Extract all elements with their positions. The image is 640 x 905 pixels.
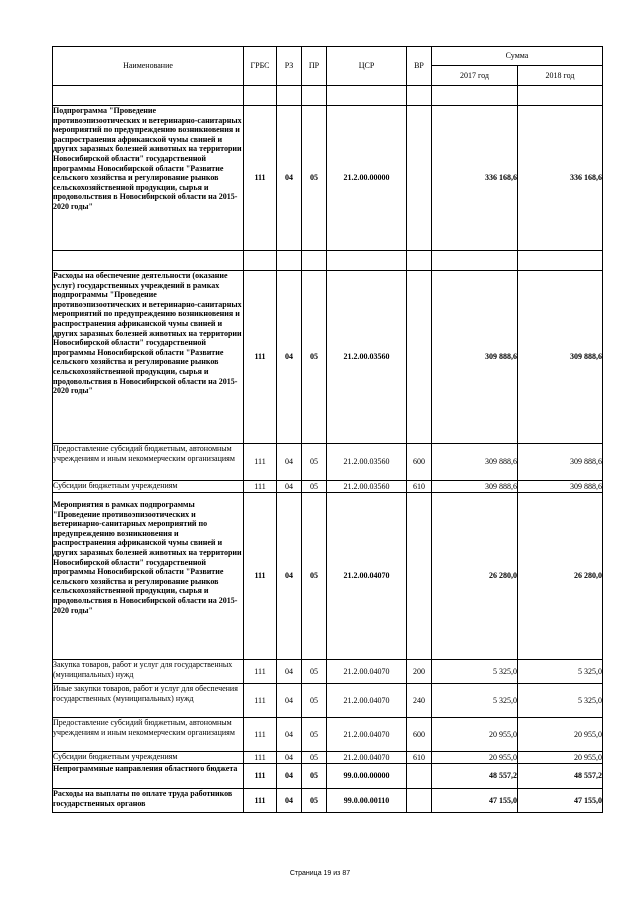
col-header-pr: ПР — [302, 47, 327, 86]
row-pr: 05 — [302, 481, 327, 493]
table-row — [53, 271, 603, 444]
row-pr: 05 — [302, 493, 327, 660]
row-sum-2018: 26 280,0 — [518, 493, 603, 660]
row-csr: 21.2.00.04070 — [327, 718, 407, 752]
row-name: Расходы на выплаты по оплате труда работников государственных органов — [53, 789, 244, 813]
row-pr: 05 — [302, 444, 327, 481]
table-row — [53, 764, 603, 789]
table-row — [53, 660, 603, 684]
row-vr: 600 — [407, 444, 432, 481]
row-csr: 99.0.00.00000 — [327, 764, 407, 789]
row-grbs: 111 — [244, 660, 277, 684]
row-pr: 05 — [302, 752, 327, 764]
table-row — [53, 493, 603, 660]
row-sum-2018: 5 325,0 — [518, 660, 603, 684]
row-sum-2018: 47 155,0 — [518, 789, 603, 813]
row-pr: 05 — [302, 789, 327, 813]
page-number: Страница 19 из 87 — [289, 870, 351, 877]
row-pr: 05 — [302, 106, 327, 251]
row-rz: 04 — [277, 271, 302, 444]
row-rz: 04 — [277, 444, 302, 481]
row-rz: 04 — [277, 684, 302, 718]
row-grbs: 111 — [244, 271, 277, 444]
row-name: Подпрограмма "Проведение противоэпизоотических и ветеринарно-санитарных мероприятий по предупреждению возникновения и распространения африканской чумы свиней и других заразных болезней животных на территории Новосибирской области" государственной программы Новосибирской области "Развитие сельского хозяйства и регулирование рынков сельскохозяйственной продукции, сырья и продовольствия в Новосибирской области на 2015-2020 годы" — [53, 106, 244, 251]
row-grbs: 111 — [244, 106, 277, 251]
row-csr: 21.2.00.04070 — [327, 684, 407, 718]
row-grbs: 111 — [244, 684, 277, 718]
row-sum-2017: 26 280,0 — [432, 493, 518, 660]
row-csr: 21.2.00.03560 — [327, 271, 407, 444]
col-header-vr: ВР — [407, 47, 432, 86]
row-rz: 04 — [277, 752, 302, 764]
row-name: Субсидии бюджетным учреждениям — [53, 481, 244, 493]
row-vr — [407, 493, 432, 660]
row-csr: 21.2.00.00000 — [327, 106, 407, 251]
row-name: Мероприятия в рамках подпрограммы "Проведение противоэпизоотических и ветеринарно-санитарных мероприятий по предупреждению возникновения и распространения африканской чумы свиней и других заразных болезней животных на территории Новосибирской области" государственной программы Новосибирской области "Развитие сельского хозяйства и регулирование рынков сельскохозяйственной продукции, сырья и продовольствия в Новосибирской области на 2015-2020 годы" — [53, 493, 244, 660]
row-sum-2018: 20 955,0 — [518, 752, 603, 764]
row-rz: 04 — [277, 718, 302, 752]
col-header-name: Наименование — [53, 47, 244, 86]
col-header-2018: 2018 год — [518, 66, 603, 86]
row-vr: 610 — [407, 481, 432, 493]
row-sum-2017: 309 888,6 — [432, 271, 518, 444]
row-name: Закупка товаров, работ и услуг для государственных (муниципальных) нужд — [53, 660, 244, 684]
table-row — [53, 444, 603, 481]
row-grbs: 111 — [244, 718, 277, 752]
row-name: Непрограммные направления областного бюджета — [53, 764, 244, 789]
row-sum-2018: 309 888,6 — [518, 271, 603, 444]
row-sum-2017: 20 955,0 — [432, 752, 518, 764]
table-row — [53, 752, 603, 764]
row-sum-2018: 20 955,0 — [518, 718, 603, 752]
row-csr: 21.2.00.03560 — [327, 444, 407, 481]
row-pr: 05 — [302, 684, 327, 718]
row-csr: 21.2.00.04070 — [327, 660, 407, 684]
row-sum-2017: 5 325,0 — [432, 660, 518, 684]
row-rz: 04 — [277, 106, 302, 251]
row-sum-2018: 309 888,6 — [518, 481, 603, 493]
table-row — [53, 481, 603, 493]
row-vr: 600 — [407, 718, 432, 752]
row-vr: 200 — [407, 660, 432, 684]
row-rz: 04 — [277, 660, 302, 684]
row-grbs: 111 — [244, 481, 277, 493]
row-name: Предоставление субсидий бюджетным, автономным учреждениям и иным некоммерческим организациям — [53, 444, 244, 481]
row-csr: 21.2.00.03560 — [327, 481, 407, 493]
table-row — [53, 684, 603, 718]
row-grbs: 111 — [244, 493, 277, 660]
col-header-sum: Сумма — [432, 47, 603, 66]
table-row — [53, 718, 603, 752]
row-name: Предоставление субсидий бюджетным, автономным учреждениям и иным некоммерческим организациям — [53, 718, 244, 752]
row-sum-2017: 5 325,0 — [432, 684, 518, 718]
row-vr — [407, 764, 432, 789]
row-grbs: 111 — [244, 444, 277, 481]
row-pr: 05 — [302, 718, 327, 752]
row-vr — [407, 789, 432, 813]
row-pr: 05 — [302, 764, 327, 789]
row-pr: 05 — [302, 271, 327, 444]
row-sum-2018: 5 325,0 — [518, 684, 603, 718]
col-header-2017: 2017 год — [432, 66, 518, 86]
row-name: Иные закупки товаров, работ и услуг для обеспечения государственных (муниципальных) нужд — [53, 684, 244, 718]
row-vr — [407, 271, 432, 444]
row-sum-2017: 309 888,6 — [432, 444, 518, 481]
row-vr: 610 — [407, 752, 432, 764]
row-csr: 99.0.00.00110 — [327, 789, 407, 813]
col-header-grbs: ГРБС — [244, 47, 277, 86]
table-spacer-row — [53, 86, 603, 106]
row-pr: 05 — [302, 660, 327, 684]
row-sum-2017: 309 888,6 — [432, 481, 518, 493]
row-grbs: 111 — [244, 789, 277, 813]
col-header-rz: РЗ — [277, 47, 302, 86]
row-sum-2017: 336 168,6 — [432, 106, 518, 251]
row-sum-2018: 48 557,2 — [518, 764, 603, 789]
table-row — [53, 106, 603, 251]
row-vr: 240 — [407, 684, 432, 718]
row-name: Субсидии бюджетным учреждениям — [53, 752, 244, 764]
row-name: Расходы на обеспечение деятельности (оказание услуг) государственных учреждений в рамках подпрограммы "Проведение противоэпизоотических и ветеринарно-санитарных мероприятий по предупреждению возникновения и распространения африканской чумы свиней и других заразных болезней животных на территории Новосибирской области" государственной программы Новосибирской области "Развитие сельского хозяйства и регулирование рынков сельскохозяйственной продукции, сырья и продовольствия в Новосибирской области на 2015-2020 годы" — [53, 271, 244, 444]
budget-table — [52, 46, 603, 813]
row-rz: 04 — [277, 789, 302, 813]
col-header-csr: ЦСР — [327, 47, 407, 86]
row-rz: 04 — [277, 764, 302, 789]
row-rz: 04 — [277, 481, 302, 493]
row-grbs: 111 — [244, 764, 277, 789]
row-vr — [407, 106, 432, 251]
table-spacer-row — [53, 251, 603, 271]
row-rz: 04 — [277, 493, 302, 660]
table-row — [53, 789, 603, 813]
row-csr: 21.2.00.04070 — [327, 752, 407, 764]
row-sum-2017: 47 155,0 — [432, 789, 518, 813]
row-sum-2018: 309 888,6 — [518, 444, 603, 481]
row-sum-2017: 20 955,0 — [432, 718, 518, 752]
row-sum-2018: 336 168,6 — [518, 106, 603, 251]
row-csr: 21.2.00.04070 — [327, 493, 407, 660]
row-sum-2017: 48 557,2 — [432, 764, 518, 789]
row-grbs: 111 — [244, 752, 277, 764]
